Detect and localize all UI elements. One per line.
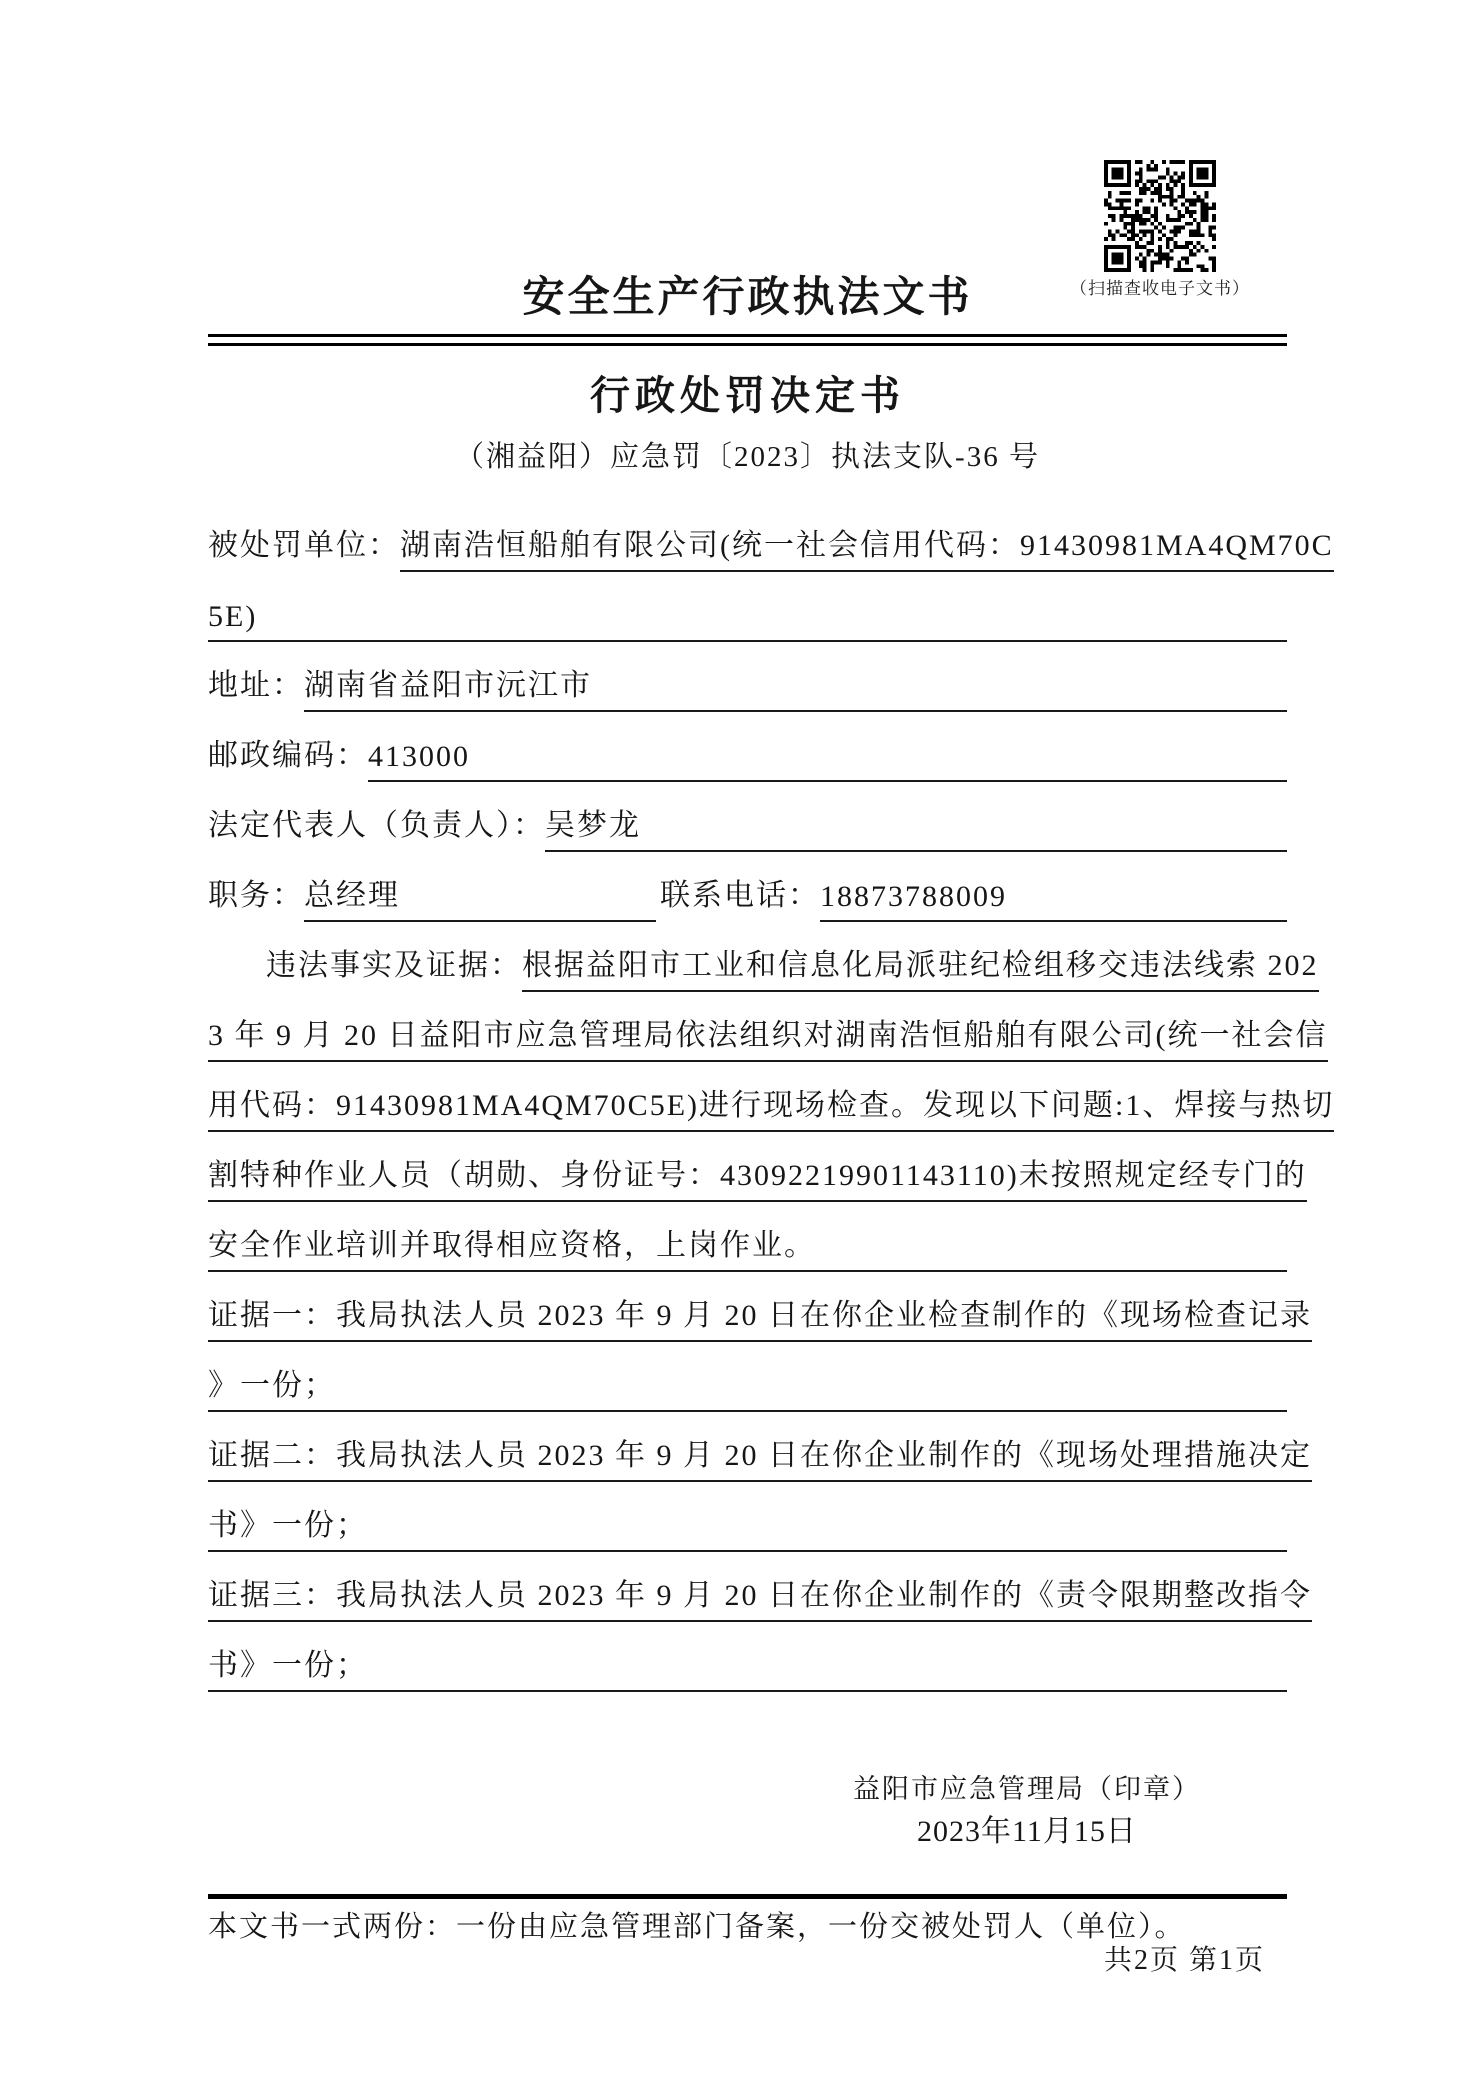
- qr-code-icon: [1104, 160, 1216, 272]
- facts-line5: [208, 1202, 1287, 1272]
- facts-text-line4: 割特种作业人员（胡勋、身份证号：43092219901143110)未按照规定经专门的: [208, 1150, 1307, 1202]
- field-legal-representative: [208, 782, 1287, 852]
- postcode-value: 413000: [368, 740, 1287, 782]
- legal-rep-value: 吴梦龙: [545, 800, 1287, 852]
- penalized-unit-label: 被处罚单位：: [208, 529, 400, 562]
- document-content: [0, 272, 1480, 1977]
- facts-label: 违法事实及证据：: [266, 949, 522, 982]
- facts-text-line1: 根据益阳市工业和信息化局派驻纪检组移交违法线索 202: [522, 940, 1319, 992]
- document-number: （湘益阳）应急罚〔2023〕执法支队-36 号: [455, 441, 1040, 473]
- field-postcode: [208, 712, 1287, 782]
- penalized-unit-value-line2: 5E): [208, 600, 1287, 642]
- evidence1-text-line1: 证据一：我局执法人员 2023 年 9 月 20 日在你企业检查制作的《现场检查记录: [208, 1290, 1312, 1342]
- evidence2-line2: [208, 1482, 1287, 1552]
- pagination: 共2页 第1页: [1103, 1945, 1265, 1976]
- evidence2-line1: [208, 1412, 1312, 1482]
- phone-label: 联系电话：: [660, 879, 820, 912]
- footer-note: 本文书一式两份：一份由应急管理部门备案，一份交被处罚人（单位）。: [208, 1911, 1186, 1943]
- phone-value: 18873788009: [820, 880, 1287, 922]
- facts-line2: [208, 992, 1328, 1062]
- evidence2-text-line1: 证据二：我局执法人员 2023 年 9 月 20 日在你企业制作的《现场处理措施决定: [208, 1430, 1312, 1482]
- evidence3-line2: [208, 1622, 1287, 1692]
- evidence3-text-line2: 书》一份；: [208, 1640, 1287, 1692]
- signature-block: [827, 1772, 1227, 1852]
- field-address: [208, 642, 1287, 712]
- facts-line1: [208, 922, 1319, 992]
- evidence2-text-line2: 书》一份；: [208, 1500, 1287, 1552]
- postcode-label: 邮政编码：: [208, 739, 368, 772]
- issuing-authority: 益阳市应急管理局（印章）: [853, 1774, 1201, 1804]
- field-penalized-unit-line1: [208, 502, 1334, 572]
- penalized-unit-value-line1: 湖南浩恒船舶有限公司(统一社会信用代码：91430981MA4QM70C: [400, 520, 1334, 572]
- issue-date: 2023年11月15日: [917, 1815, 1137, 1848]
- facts-text-line5: 安全作业培训并取得相应资格，上岗作业。: [208, 1220, 1287, 1272]
- facts-text-line2: 3 年 9 月 20 日益阳市应急管理局依法组织对湖南浩恒船舶有限公司(统一社会信: [208, 1010, 1328, 1062]
- position-value: 总经理: [304, 870, 656, 922]
- field-position-and-phone: [208, 852, 1287, 922]
- evidence1-line1: [208, 1272, 1312, 1342]
- header-double-rule: [208, 334, 1287, 346]
- facts-line3: [208, 1062, 1335, 1132]
- evidence1-text-line2: 》一份；: [208, 1360, 1287, 1412]
- position-label: 职务：: [208, 879, 304, 912]
- facts-line4: [208, 1132, 1307, 1202]
- document-body: [208, 502, 1335, 1692]
- address-label: 地址：: [208, 669, 304, 702]
- address-value: 湖南省益阳市沅江市: [304, 660, 1287, 712]
- legal-rep-label: 法定代表人（负责人）：: [208, 809, 545, 842]
- qr-code: [1104, 160, 1216, 272]
- category-title: 安全生产行政执法文书: [522, 275, 973, 321]
- footer-rule: [208, 1894, 1287, 1899]
- field-penalized-unit-line2: [208, 572, 1287, 642]
- evidence3-line1: [208, 1552, 1312, 1622]
- qr-caption: （扫描查收电子文书）: [1070, 279, 1250, 298]
- facts-text-line3: 用代码：91430981MA4QM70C5E)进行现场检查。发现以下问题:1、焊接与热切: [208, 1080, 1334, 1132]
- document-title: 行政处罚决定书: [590, 373, 905, 418]
- evidence3-text-line1: 证据三：我局执法人员 2023 年 9 月 20 日在你企业制作的《责令限期整改指令: [208, 1570, 1312, 1622]
- evidence1-line2: [208, 1342, 1287, 1412]
